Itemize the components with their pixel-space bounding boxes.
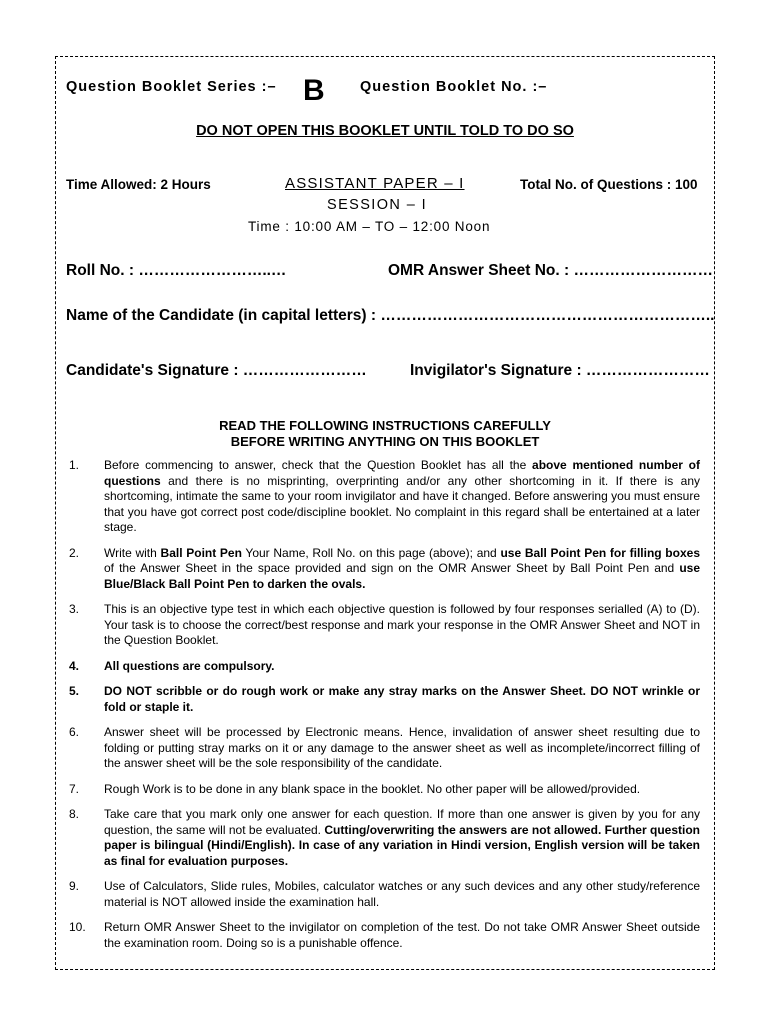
instruction-item xyxy=(63,659,700,675)
instruction-number: 2. xyxy=(69,545,80,560)
booklet-no-label: Question Booklet No. :– xyxy=(360,79,548,95)
instruction-number: 10. xyxy=(69,920,86,934)
session-label: SESSION – I xyxy=(327,197,428,213)
instruction-number: 7. xyxy=(69,781,80,796)
instruction-text xyxy=(104,879,700,910)
instruction-text xyxy=(104,725,700,772)
instruction-number: 1. xyxy=(69,458,80,472)
instruction-item xyxy=(63,458,700,536)
instruction-text-part: Take care that you mark only one answer for each question. If more than one answer is given by you for any question, the same will not be evaluated. xyxy=(104,807,700,837)
instruction-item xyxy=(63,879,700,910)
candidate-signature-field: Candidate's Signature : …………………… xyxy=(66,362,367,379)
instruction-number: 9. xyxy=(69,879,80,893)
instruction-item xyxy=(63,807,700,869)
time-slot: Time : 10:00 AM – TO – 12:00 Noon xyxy=(248,219,491,234)
instruction-text-part: Your Name, Roll No. on this page (above); and xyxy=(241,545,501,560)
instruction-text-part: All questions are compulsory. xyxy=(104,658,275,673)
instruction-number: 3. xyxy=(69,602,80,616)
instruction-text xyxy=(104,920,700,951)
instructions-heading-line1: READ THE FOLLOWING INSTRUCTIONS CAREFULLY xyxy=(219,418,551,433)
roll-no-field: Roll No. : ……………………..… xyxy=(66,262,287,279)
instruction-number: 5. xyxy=(69,684,80,698)
instruction-item xyxy=(63,684,700,715)
instruction-text-part: use Blue/Black Ball Point Pen to darken the ovals. xyxy=(104,561,700,591)
instruction-text xyxy=(104,602,700,649)
total-questions: Total No. of Questions : 100 xyxy=(520,177,698,192)
instruction-text xyxy=(104,458,700,536)
instruction-item xyxy=(63,602,700,649)
time-allowed: Time Allowed: 2 Hours xyxy=(66,177,211,192)
instruction-text-part: Answer sheet will be processed by Electronic means. Hence, invalidation of answer sheet resulting due to folding or putting stray marks on it or any damage to the answer sheet as well as incomplete/incorrect filling of the answer sheet will be the sole responsibility of the candidate. xyxy=(104,725,700,770)
instruction-number: 4. xyxy=(69,658,80,673)
instruction-text xyxy=(104,546,700,593)
instruction-number: 8. xyxy=(69,807,80,821)
instructions-heading xyxy=(0,418,770,450)
instruction-text xyxy=(104,684,700,715)
instruction-text-part: DO NOT scribble or do rough work or make any stray marks on the Answer Sheet. DO NOT wrinkle or fold or staple it. xyxy=(104,684,700,714)
instruction-item xyxy=(63,546,700,593)
instruction-text-part: Use of Calculators, Slide rules, Mobiles, calculator watches or any such devices and any other study/reference material is NOT allowed inside the examination hall. xyxy=(104,879,700,909)
instruction-item xyxy=(63,920,700,951)
paper-title: ASSISTANT PAPER – I xyxy=(285,175,465,192)
instruction-item xyxy=(63,782,700,798)
instruction-text-part: and there is no misprinting, overprinting and/or any other shortcoming in it. If there is any shortcoming, intimate the same to your room invigilator and have it changed. Before answering you must ensure that you have got correct post code/discipline booklet. No complaint in this regard shall be entertained at a later stage. xyxy=(104,473,700,534)
series-label: Question Booklet Series :– xyxy=(66,79,277,95)
instructions-heading-line2: BEFORE WRITING ANYTHING ON THIS BOOKLET xyxy=(230,434,540,449)
instruction-number: 6. xyxy=(69,725,80,739)
instruction-text-part: Rough Work is to be done in any blank space in the booklet. No other paper will be allowed/provided. xyxy=(104,781,641,796)
instruction-text-part: of the Answer Sheet in the space provided and sign on the OMR Answer Sheet by Ball Point Pen and xyxy=(104,561,680,575)
instruction-text xyxy=(104,782,700,798)
instruction-text-part: use Ball Point Pen for filling boxes xyxy=(500,545,700,560)
instruction-text xyxy=(104,807,700,869)
instruction-text-part: This is an objective type test in which each objective question is followed by four responses serialled (A) to (D). Your task is to choose the correct/best response and mark your response in the OMR Answer Sheet and NOT in the Question Booklet. xyxy=(104,602,700,647)
invigilator-signature-field: Invigilator's Signature : …………………… xyxy=(410,362,710,379)
instruction-text-part: above mentioned number of questions xyxy=(104,458,700,488)
instruction-text-part: Cutting/overwriting the answers are not allowed. Further question paper is bilingual (Hindi/English). In case of any variation in Hindi version, English version will be taken as final for evaluation purposes. xyxy=(104,822,701,868)
instruction-text-part: Before commencing to answer, check that the Question Booklet has all the xyxy=(104,458,533,472)
instruction-text xyxy=(104,659,700,675)
instruction-text-part: Write with xyxy=(104,545,161,560)
instruction-text-part: Ball Point Pen xyxy=(160,545,242,560)
do-not-open-banner: DO NOT OPEN THIS BOOKLET UNTIL TOLD TO DO SO xyxy=(196,123,574,139)
instruction-text-part: Return OMR Answer Sheet to the invigilator on completion of the test. Do not take OMR Answer Sheet outside the examination room. Doing so is a punishable offence. xyxy=(104,920,700,950)
omr-no-field: OMR Answer Sheet No. : ……………………… xyxy=(388,262,713,279)
series-letter: B xyxy=(303,74,325,107)
candidate-name-field: Name of the Candidate (in capital letters) : ……………………………………………………….. xyxy=(66,307,715,324)
instruction-item xyxy=(63,725,700,772)
instructions-list xyxy=(63,458,700,961)
